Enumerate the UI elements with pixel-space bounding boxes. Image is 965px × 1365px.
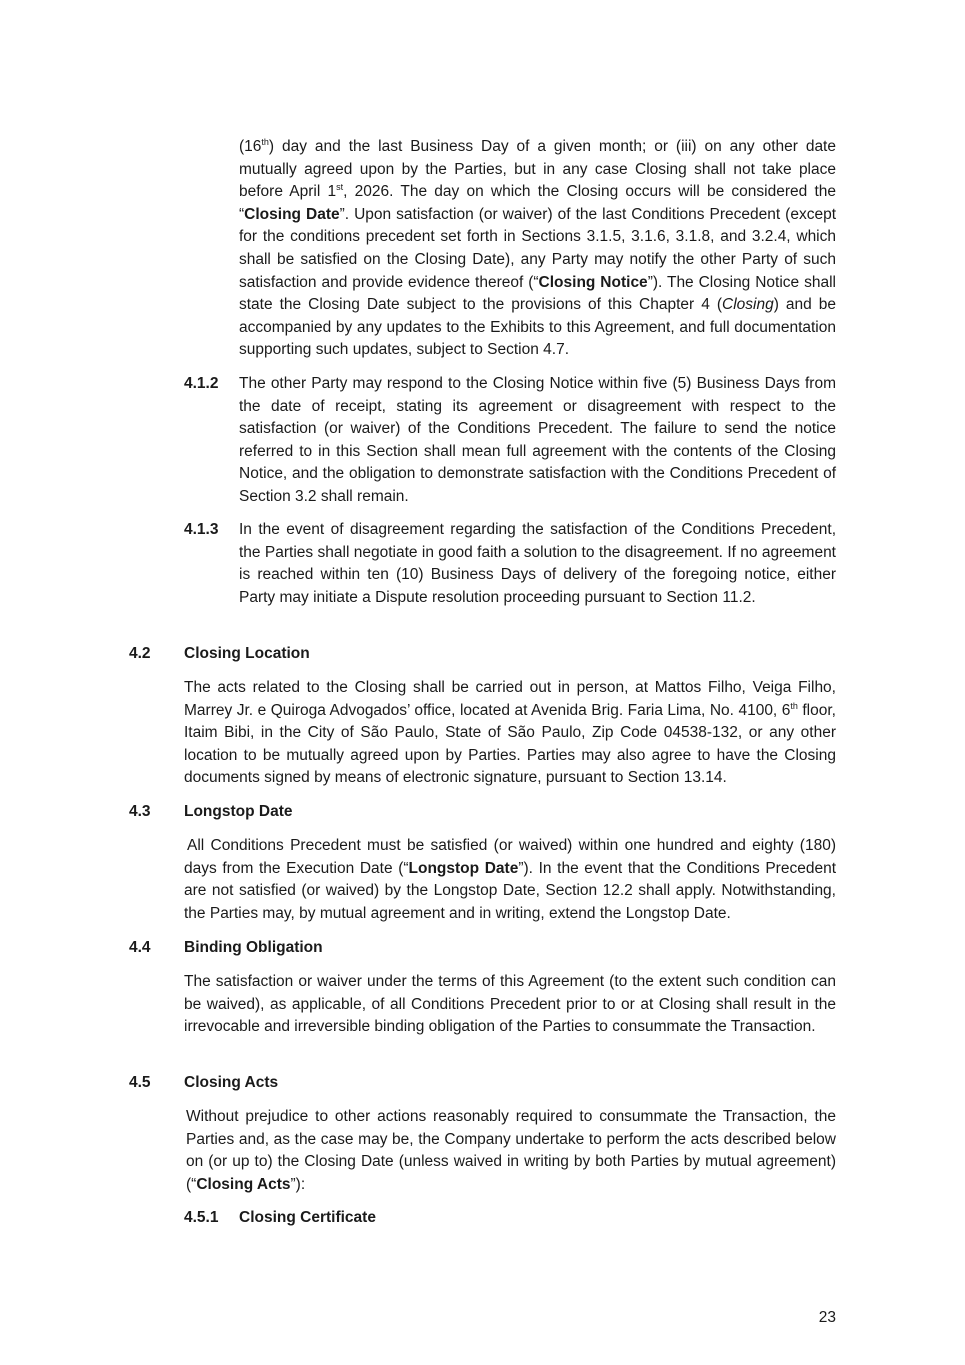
section-4-1-1-continuation bbox=[239, 136, 836, 362]
defined-term-closing-notice: Closing Notice bbox=[538, 273, 648, 291]
section-4-3-text bbox=[184, 835, 836, 925]
defined-term-closing-acts: Closing Acts bbox=[196, 1175, 291, 1193]
text-run: Without prejudice to other actions reasonably required to consummate the Transaction, the Parties and, as the case may be, the Company undertake to perform the acts described below on (or up to) the Closing Date (unless waived in writing by both Parties by mutual agreement) (“ bbox=[186, 1108, 836, 1193]
section-4-4-text: The satisfaction or waiver under the terms of this Agreement (to the extent such condition can be waived), as applicable, of all Conditions Precedent prior to or at Closing shall result in the irrevocable and irreversible binding obligation of the Parties to consummate the Transaction. bbox=[184, 973, 836, 1036]
section-number-4-5-1: 4.5.1 bbox=[184, 1209, 219, 1226]
section-heading-closing-acts: Closing Acts bbox=[184, 1074, 279, 1091]
italic-term: Closing bbox=[722, 296, 774, 314]
superscript: st bbox=[336, 182, 344, 193]
superscript: th bbox=[261, 137, 269, 147]
section-heading-closing-location: Closing Location bbox=[184, 645, 310, 662]
text-run: (16 bbox=[239, 138, 262, 155]
section-heading-binding-obligation: Binding Obligation bbox=[184, 939, 323, 956]
section-number-4-5: 4.5 bbox=[129, 1074, 151, 1091]
section-4-1-2-text: The other Party may respond to the Closing Notice within five (5) Business Days from the date of receipt, stating its agreement or disagreement with respect to the satisfaction (or waiver) of the Conditions Precedent. The failure to send the notice referred to in this Section shall mean full agreement with the contents of the Closing Notice, and the obligation to demonstrate satisfaction with the Conditions Precedent of Section 3.2 shall remain. bbox=[239, 375, 836, 505]
defined-term-closing-date: Closing Date bbox=[244, 205, 340, 223]
text-run: ”). The Closing Notice shall state the Closing Date subject to the provisions of this Chapter 4 ( bbox=[239, 273, 836, 314]
section-4-5-text bbox=[186, 1106, 836, 1196]
text-run: floor, Itaim Bibi, in the City of São Paulo, State of São Paulo, Zip Code 04538-132, or any other location to be mutually agreed upon by Parties. Parties may also agree to have the Closing documents signed by means of electronic signature, pursuant to Section 13.14. bbox=[184, 701, 836, 787]
section-number-4-3: 4.3 bbox=[129, 803, 151, 820]
text-run: ) and be accompanied by any updates to the Exhibits to this Agreement, and full documentation supporting such updates, subject to Section 4.7. bbox=[239, 296, 836, 359]
text-run: ”. Upon satisfaction (or waiver) of the last Conditions Precedent (except for the conditions precedent set forth in Sections 3.1.5, 3.1.6, 3.1.8, and 3.2.4, which shall be satisfied on the Closing Date), any Party may notify the other Party of such satisfaction and provide evidence thereof (“ bbox=[239, 205, 837, 291]
text-run: ) day and the last Business Day of a given month; or (iii) on any other date mutually agreed upon by the Parties, but in any case Closing shall not take place before April 1 bbox=[239, 138, 836, 201]
page-number: 23 bbox=[818, 1309, 836, 1326]
defined-term-longstop-date: Longstop Date bbox=[408, 859, 519, 877]
section-number-4-4: 4.4 bbox=[129, 939, 151, 956]
section-heading-longstop-date: Longstop Date bbox=[184, 803, 293, 820]
section-number-4-2: 4.2 bbox=[129, 645, 151, 662]
text-run: The acts related to the Closing shall be carried out in person, at Mattos Filho, Veiga Filho, Marrey Jr. e Quiroga Advogados’ office, located at Avenida Brig. Faria Lima, No. 4100, 6 bbox=[184, 679, 836, 719]
section-number-4-1-3: 4.1.3 bbox=[184, 521, 219, 538]
section-heading-closing-certificate: Closing Certificate bbox=[239, 1209, 376, 1226]
text-run: All Conditions Precedent must be satisfied (or waived) within one hundred and eighty (180) days from the Execution Date (“ bbox=[184, 837, 836, 877]
section-number-4-1-2: 4.1.2 bbox=[184, 375, 219, 392]
text-run: , 2026. The day on which the Closing occurs will be considered the “ bbox=[239, 183, 837, 223]
text-run: ”). In the event that the Conditions Precedent are not satisfied (or waived) by the Longstop Date, Section 12.2 shall apply. Notwithstanding, the Parties may, by mutual agreement and in writing, extend the Longstop Date. bbox=[184, 859, 836, 922]
section-4-2-text bbox=[184, 677, 836, 790]
section-4-1-3-text: In the event of disagreement regarding the satisfaction of the Conditions Precedent, the Parties shall negotiate in good faith a solution to the disagreement. If no agreement is reached within ten (10) Business Days of delivery of the foregoing notice, either Party may initiate a Dispute resolution proceeding pursuant to Section 11.2. bbox=[239, 521, 836, 606]
text-run: ”): bbox=[290, 1175, 306, 1193]
superscript: th bbox=[790, 700, 798, 711]
